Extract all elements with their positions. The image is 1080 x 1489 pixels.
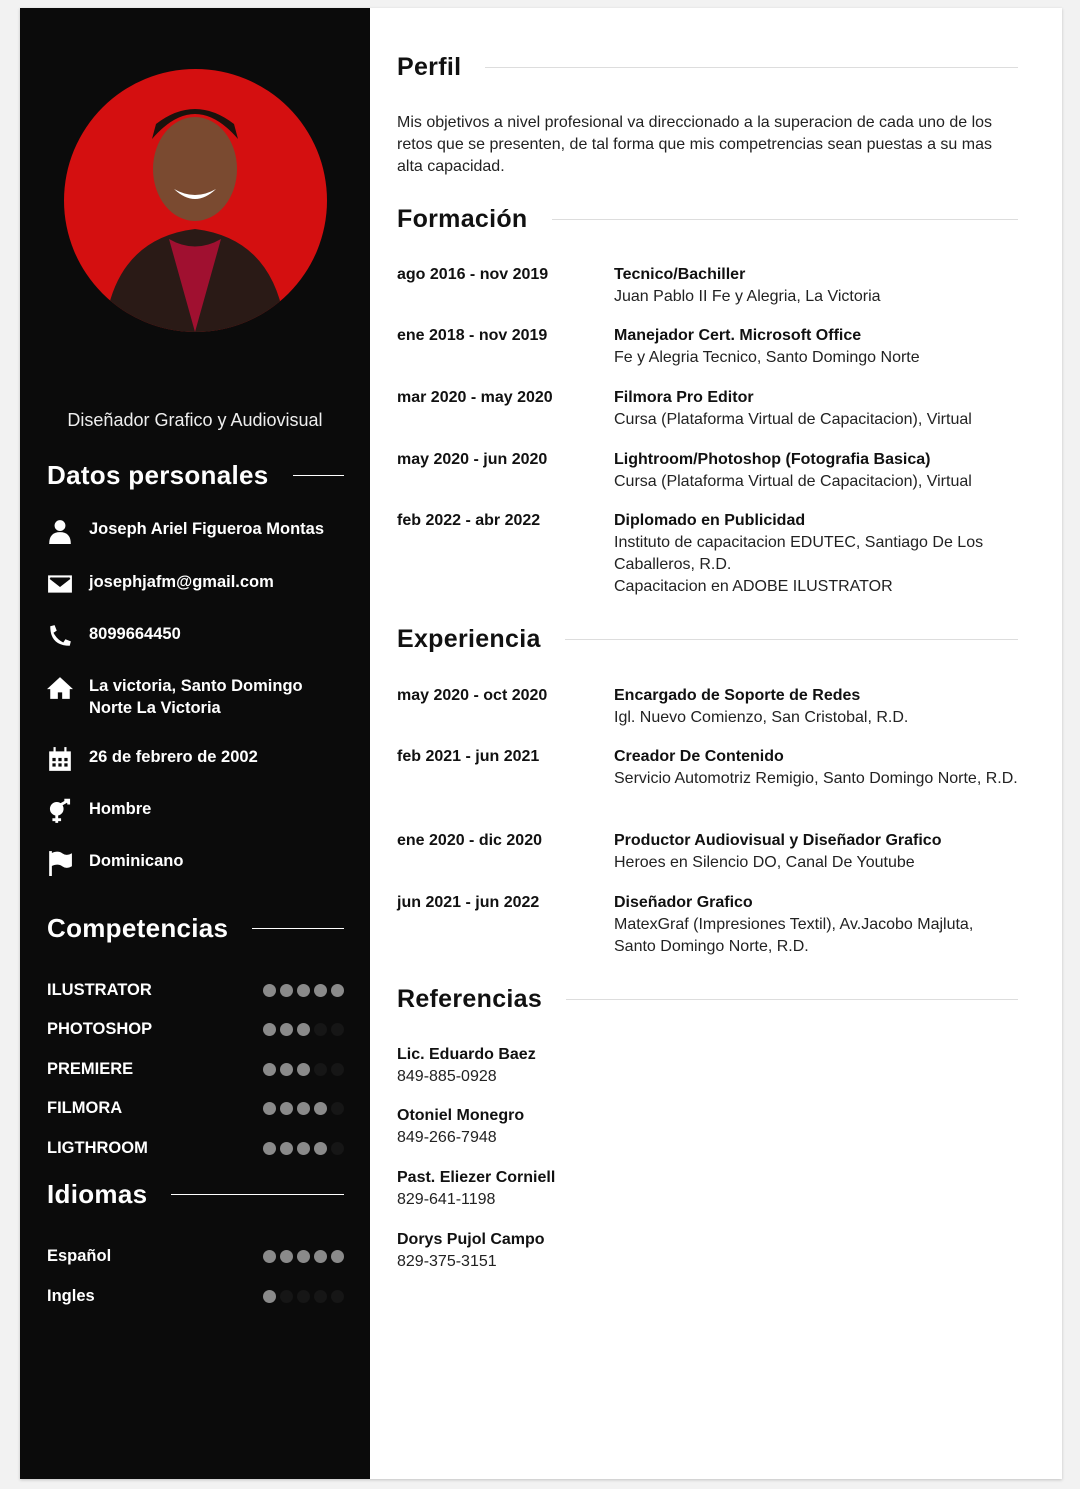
entry-dates: may 2020 - oct 2020 [397, 687, 548, 704]
skill-name: PREMIERE [47, 1060, 134, 1078]
references-heading [397, 985, 1018, 1014]
heading-text: Idiomas [47, 1179, 148, 1209]
rating-dot [314, 1142, 327, 1155]
skill-name: LIGTHROOM [47, 1139, 148, 1157]
reference-name: Otoniel Monegro [397, 1107, 525, 1124]
rating-dot [263, 1142, 276, 1155]
rating-dot [263, 1290, 276, 1303]
gender-icon [47, 798, 73, 824]
entry-place: Servicio Automotriz Remigio, Santo Domingo Norte, R.D. [614, 770, 1018, 787]
reference-item [397, 1044, 536, 1088]
rating-dot [280, 984, 293, 997]
entry-place: Cursa (Plataforma Virtual de Capacitacion), Virtual [614, 411, 972, 428]
rating-dots [263, 1250, 344, 1263]
timeline-entry [397, 510, 1018, 598]
skill-row [47, 1099, 344, 1118]
name-text: Joseph Ariel Figueroa Montas [89, 520, 325, 538]
entry-dates: may 2020 - jun 2020 [397, 451, 548, 468]
rating-dot [331, 1023, 344, 1036]
timeline-entry [397, 685, 1018, 729]
rating-dot [263, 1063, 276, 1076]
entry-dates: mar 2020 - may 2020 [397, 389, 553, 406]
entry-title: Manejador Cert. Microsoft Office [614, 327, 862, 344]
language-row [47, 1287, 344, 1306]
rating-dot [331, 1142, 344, 1155]
heading-text: Perfil [397, 53, 462, 81]
rating-dot [280, 1023, 293, 1036]
timeline-entry [397, 746, 1018, 790]
reference-phone: 829-375-3151 [397, 1253, 497, 1270]
rating-dot [297, 1063, 310, 1076]
personal-email [47, 571, 274, 597]
rating-dot [280, 1142, 293, 1155]
profile-photo [64, 69, 327, 332]
language-name: Ingles [47, 1287, 95, 1305]
personal-nationality [47, 850, 183, 876]
divider [565, 639, 1018, 640]
rating-dot [297, 984, 310, 997]
reference-phone: 829-641-1198 [397, 1191, 496, 1208]
entry-dates: ene 2020 - dic 2020 [397, 832, 542, 849]
entry-title: Diseñador Grafico [614, 894, 753, 911]
entry-dates: ago 2016 - nov 2019 [397, 266, 549, 283]
entry-note: Capacitacion en ADOBE ILUSTRATOR [614, 578, 893, 595]
rating-dot [331, 984, 344, 997]
language-row [47, 1247, 344, 1266]
personal-gender [47, 798, 151, 824]
rating-dots [263, 1142, 344, 1155]
entry-title: Diplomado en Publicidad [614, 512, 806, 529]
divider [293, 475, 344, 476]
skill-row [47, 981, 344, 1000]
rating-dot [297, 1142, 310, 1155]
personal-name [47, 518, 324, 544]
phone-icon [47, 623, 73, 649]
heading-text: Experiencia [397, 625, 541, 653]
home-icon [47, 675, 73, 701]
heading-text: Referencias [397, 985, 543, 1013]
entry-title: Tecnico/Bachiller [614, 266, 746, 283]
rating-dot [314, 1023, 327, 1036]
entry-dates: jun 2021 - jun 2022 [397, 894, 540, 911]
reference-name: Past. Eliezer Corniell [397, 1169, 556, 1186]
entry-dates: feb 2021 - jun 2021 [397, 748, 540, 765]
rating-dot [331, 1290, 344, 1303]
timeline-entry [397, 830, 1018, 874]
divider [171, 1194, 344, 1195]
rating-dot [263, 1250, 276, 1263]
entry-place: Cursa (Plataforma Virtual de Capacitacion), Virtual [614, 473, 972, 490]
rating-dot [331, 1063, 344, 1076]
gender-text: Hombre [89, 800, 152, 818]
rating-dots [263, 984, 344, 997]
timeline-entry [397, 264, 1018, 308]
timeline-entry [397, 325, 1018, 369]
rating-dot [314, 1290, 327, 1303]
reference-item [397, 1229, 545, 1273]
reference-name: Lic. Eduardo Baez [397, 1046, 536, 1063]
skill-row [47, 1060, 344, 1079]
reference-item [397, 1105, 524, 1149]
reference-item [397, 1167, 555, 1211]
entry-place: Juan Pablo II Fe y Alegria, La Victoria [614, 288, 881, 305]
entry-dates: feb 2022 - abr 2022 [397, 512, 541, 529]
heading-text: Formación [397, 205, 528, 233]
skill-row [47, 1020, 344, 1039]
rating-dot [263, 1023, 276, 1036]
rating-dot [280, 1102, 293, 1115]
rating-dot [297, 1023, 310, 1036]
sidebar [20, 8, 370, 1479]
divider [485, 67, 1018, 68]
personal-phone [47, 623, 181, 649]
skill-name: FILMORA [47, 1099, 123, 1117]
timeline-entry [397, 892, 1018, 958]
rating-dots [263, 1063, 344, 1076]
rating-dot [314, 1102, 327, 1115]
rating-dot [297, 1250, 310, 1263]
birthdate-text: 26 de febrero de 2002 [89, 748, 258, 766]
profile-heading [397, 53, 1018, 82]
languages-heading [47, 1179, 344, 1210]
timeline-entry [397, 387, 1018, 431]
personal-address [47, 675, 347, 719]
skills-heading [47, 913, 344, 944]
skill-name: PHOTOSHOP [47, 1020, 153, 1038]
rating-dots [263, 1102, 344, 1115]
experience-heading [397, 625, 1018, 654]
rating-dot [314, 1250, 327, 1263]
skill-row [47, 1139, 344, 1158]
personal-birthdate [47, 746, 258, 772]
address-text: La victoria, Santo Domingo Norte La Victoria [89, 677, 303, 717]
entry-title: Lightroom/Photoshop (Fotografia Basica) [614, 451, 931, 468]
entry-place: Fe y Alegria Tecnico, Santo Domingo Norte [614, 349, 920, 366]
language-name: Español [47, 1247, 112, 1265]
divider [552, 219, 1019, 220]
heading-text: Competencias [47, 913, 229, 943]
rating-dot [331, 1250, 344, 1263]
phone-text: 8099664450 [89, 625, 181, 643]
nationality-text: Dominicano [89, 852, 184, 870]
envelope-icon [47, 571, 73, 597]
email-text[interactable]: josephjafm@gmail.com [89, 573, 274, 591]
entry-title: Encargado de Soporte de Redes [614, 687, 861, 704]
divider [566, 999, 1018, 1000]
calendar-icon [47, 746, 73, 772]
timeline-entry [397, 449, 1018, 493]
rating-dot [280, 1290, 293, 1303]
heading-text: Datos personales [47, 460, 269, 490]
divider [252, 928, 344, 929]
reference-name: Dorys Pujol Campo [397, 1231, 545, 1248]
reference-phone: 849-266-7948 [397, 1129, 497, 1146]
rating-dot [331, 1102, 344, 1115]
rating-dot [297, 1290, 310, 1303]
personal-data-heading [47, 460, 344, 491]
entry-dates: ene 2018 - nov 2019 [397, 327, 548, 344]
entry-place: Heroes en Silencio DO, Canal De Youtube [614, 854, 915, 871]
rating-dot [263, 984, 276, 997]
entry-title: Filmora Pro Editor [614, 389, 754, 406]
entry-place: Instituto de capacitacion EDUTEC, Santiago De Los Caballeros, R.D. [614, 534, 984, 573]
skill-name: ILUSTRATOR [47, 981, 152, 999]
rating-dot [280, 1063, 293, 1076]
entry-title: Productor Audiovisual y Diseñador Grafico [614, 832, 942, 849]
rating-dot [314, 984, 327, 997]
entry-place: MatexGraf (Impresiones Textil), Av.Jacobo Majluta, Santo Domingo Norte, R.D. [614, 916, 974, 955]
flag-icon [47, 850, 73, 876]
rating-dot [314, 1063, 327, 1076]
education-heading [397, 205, 1018, 234]
reference-phone: 849-885-0928 [397, 1068, 497, 1085]
user-icon [47, 518, 73, 544]
rating-dot [263, 1102, 276, 1115]
entry-title: Creador De Contenido [614, 748, 784, 765]
entry-place: Igl. Nuevo Comienzo, San Cristobal, R.D. [614, 709, 909, 726]
rating-dots [263, 1023, 344, 1036]
rating-dots [263, 1290, 344, 1303]
rating-dot [280, 1250, 293, 1263]
profile-text: Mis objetivos a nivel profesional va direccionado a la superacion de cada uno de los retos que se presenten, de tal forma que mis competrencias sean puestas a su mas alta capacidad. [397, 114, 993, 175]
rating-dot [297, 1102, 310, 1115]
job-title: Diseñador Grafico y Audiovisual [67, 410, 323, 430]
